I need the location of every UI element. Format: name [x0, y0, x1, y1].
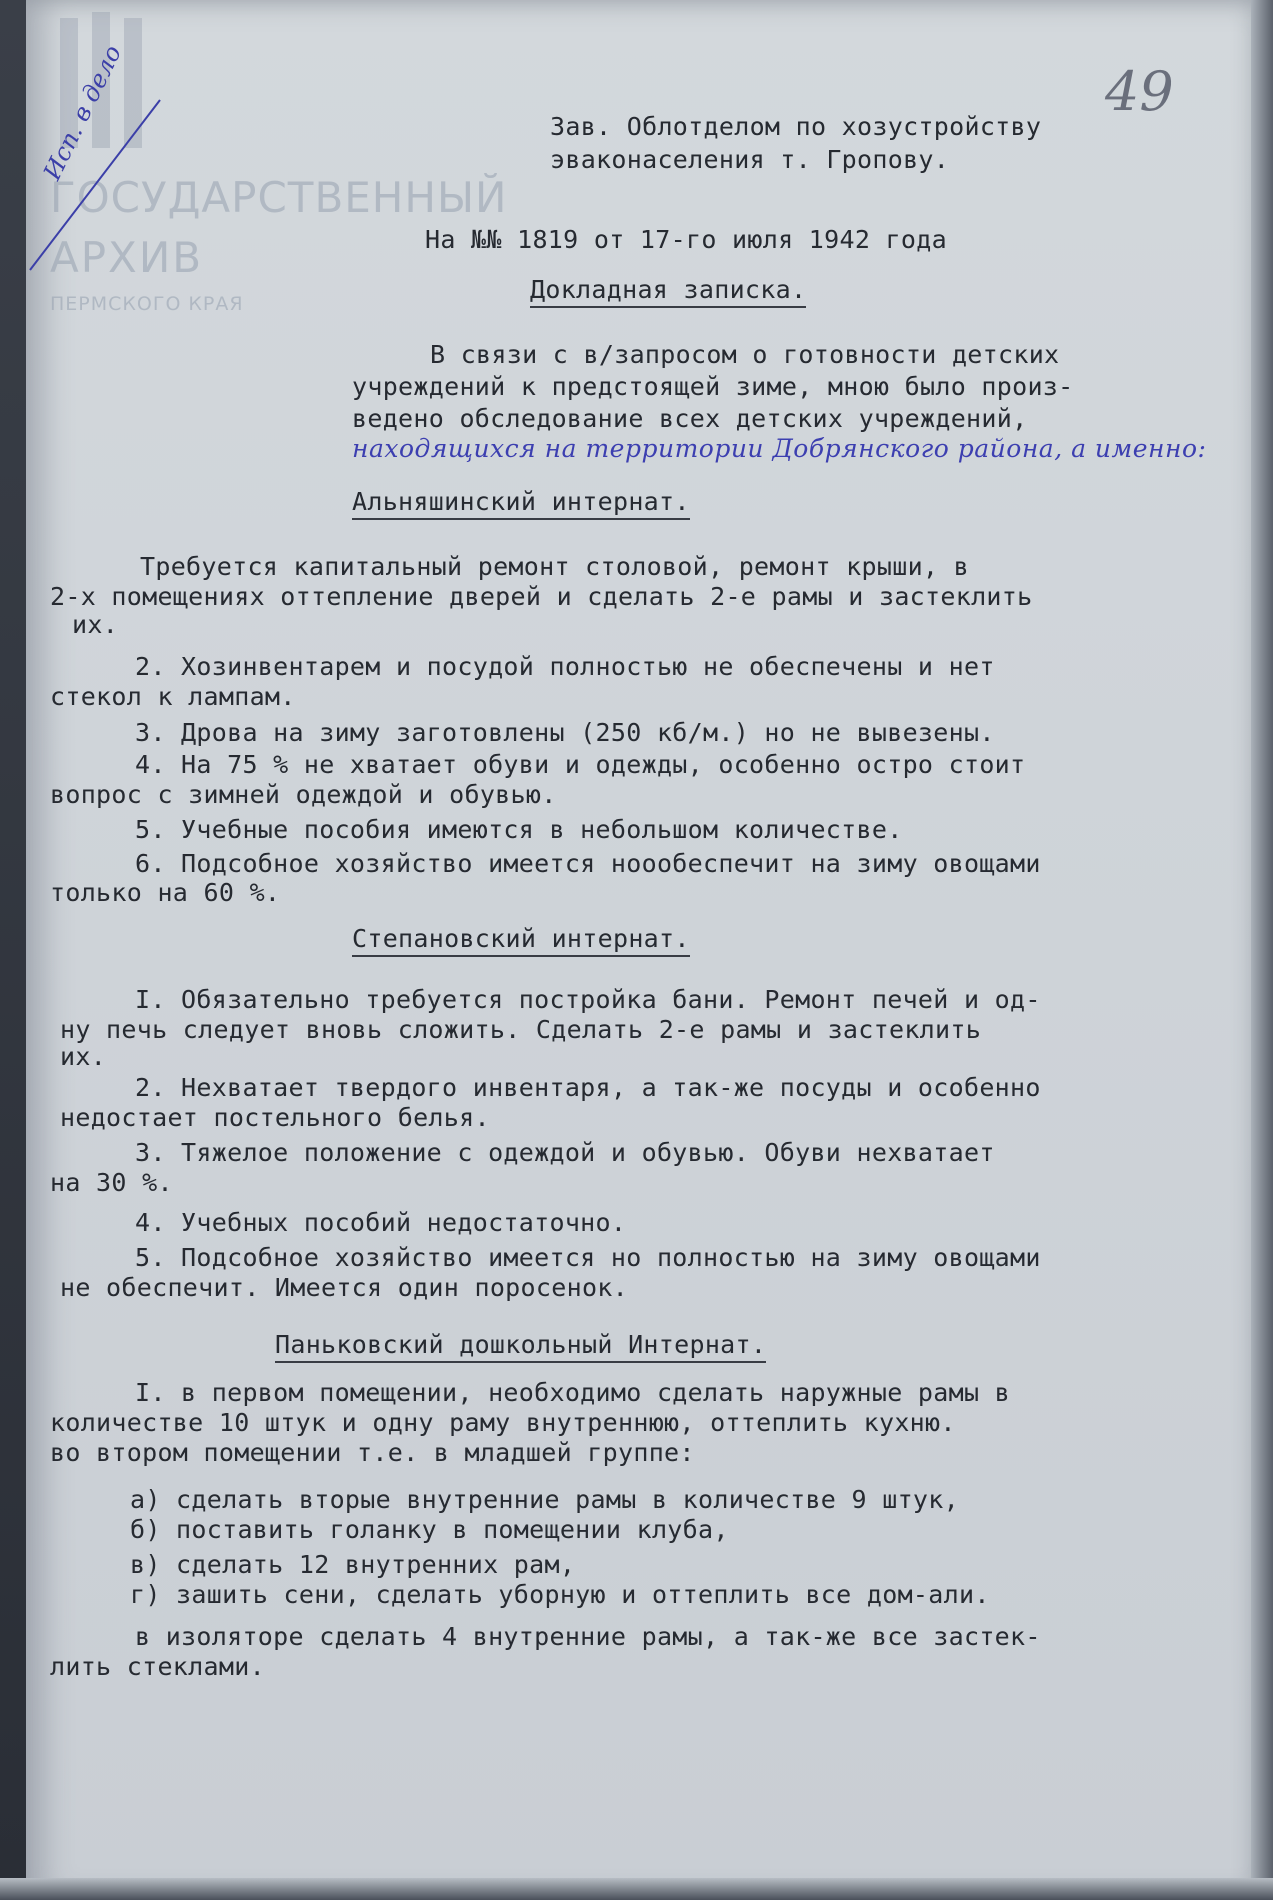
- section-title: Степановский интернат.: [352, 924, 690, 957]
- section-line: 2-х помещениях оттепление дверей и сделать 2-е рамы и застеклить: [50, 582, 1033, 611]
- margin-note-text: Исп. в дело: [38, 40, 128, 185]
- section-line: только на 60 %.: [50, 878, 281, 907]
- section-line: ну печь следует вновь сложить. Сделать 2-е рамы и застеклить: [60, 1015, 982, 1044]
- section-line: I. в первом помещении, необходимо сделать наружные рамы в: [135, 1378, 1011, 1407]
- section-line: в) сделать 12 внутренних рам,: [130, 1550, 576, 1579]
- document-title: Докладная записка.: [530, 275, 806, 308]
- page-edge-bottom: [0, 1878, 1273, 1900]
- section-line: не обеспечит. Имеется один поросенок.: [60, 1273, 628, 1302]
- section-line: 4. Учебных пособий недостаточно.: [135, 1208, 627, 1237]
- section-line: количестве 10 штук и одну раму внутреннюю, оттеплить кухню.: [50, 1408, 956, 1437]
- addressee-line-2: эваконаселения т. Гропову.: [550, 145, 950, 174]
- watermark-line-1: ГОСУДАРСТВЕННЫЙ: [50, 173, 508, 222]
- section-line: недостает постельного белья.: [60, 1103, 490, 1132]
- handwritten-margin-note: [20, 40, 170, 280]
- section-line: 5. Подсобное хозяйство имеется но полностью на зиму овощами: [135, 1243, 1041, 1272]
- section-title: Альняшинский интернат.: [352, 487, 690, 520]
- section-line: 6. Подсобное хозяйство имеется ноообеспечит на зиму овощами: [135, 849, 1041, 878]
- section-line: их.: [72, 610, 119, 639]
- watermark-line-3: ПЕРМСКОГО КРАЯ: [50, 293, 244, 315]
- section-line: стекол к лампам.: [50, 682, 296, 711]
- section-line: лить стеклами.: [50, 1652, 265, 1681]
- section-line: I. Обязательно требуется постройка бани. Ремонт печей и од-: [135, 985, 1041, 1014]
- section-line: в изоляторе сделать 4 внутренние рамы, а так-же все застек-: [135, 1622, 1041, 1651]
- watermark-line-2: АРХИВ: [50, 233, 204, 282]
- section-line: 2. Хозинвентарем и посудой полностью не обеспечены и нет: [135, 652, 995, 681]
- intro-line-2: учреждений к предстоящей зиме, мною было произ-: [352, 372, 1074, 401]
- handwritten-insertion: находящихся на территории Добрянского района, а именно:: [352, 434, 1207, 463]
- section-line: на 30 %.: [50, 1168, 173, 1197]
- section-line: б) поставить голанку в помещении клуба,: [130, 1515, 729, 1544]
- section-line: 4. На 75 % не хватает обуви и одежды, особенно остро стоит: [135, 750, 1026, 779]
- page-edge-right: [1251, 0, 1273, 1900]
- section-line: их.: [60, 1042, 107, 1071]
- section-title: Паньковский дошкольный Интернат.: [275, 1330, 766, 1363]
- reference-line: На №№ 1819 от 17-го июля 1942 года: [425, 225, 947, 254]
- section-line: 2. Нехватает твердого инвентаря, а так-же посуды и особенно: [135, 1073, 1041, 1102]
- section-line: Требуется капитальный ремонт столовой, ремонт крыши, в: [140, 552, 969, 581]
- section-line: 3. Тяжелое положение с одеждой и обувью. Обуви нехватает: [135, 1138, 995, 1167]
- section-line: г) зашить сени, сделать уборную и оттеплить все дом-али.: [130, 1580, 990, 1609]
- addressee-line-1: Зав. Облотделом по хозустройству: [550, 112, 1042, 141]
- intro-line-1: В связи с в/запросом о готовности детских: [430, 340, 1060, 369]
- section-line: а) сделать вторые внутренние рамы в количестве 9 штук,: [130, 1485, 959, 1514]
- section-line: 5. Учебные пособия имеются в небольшом количестве.: [135, 815, 903, 844]
- page-number: 49: [1105, 60, 1174, 123]
- intro-line-3: ведено обследование всех детских учреждений,: [352, 404, 1028, 433]
- section-line: 3. Дрова на зиму заготовлены (250 кб/м.) но не вывезены.: [135, 718, 995, 747]
- section-line: во втором помещении т.е. в младшей группе:: [50, 1438, 695, 1467]
- section-line: вопрос с зимней одеждой и обувью.: [50, 780, 557, 809]
